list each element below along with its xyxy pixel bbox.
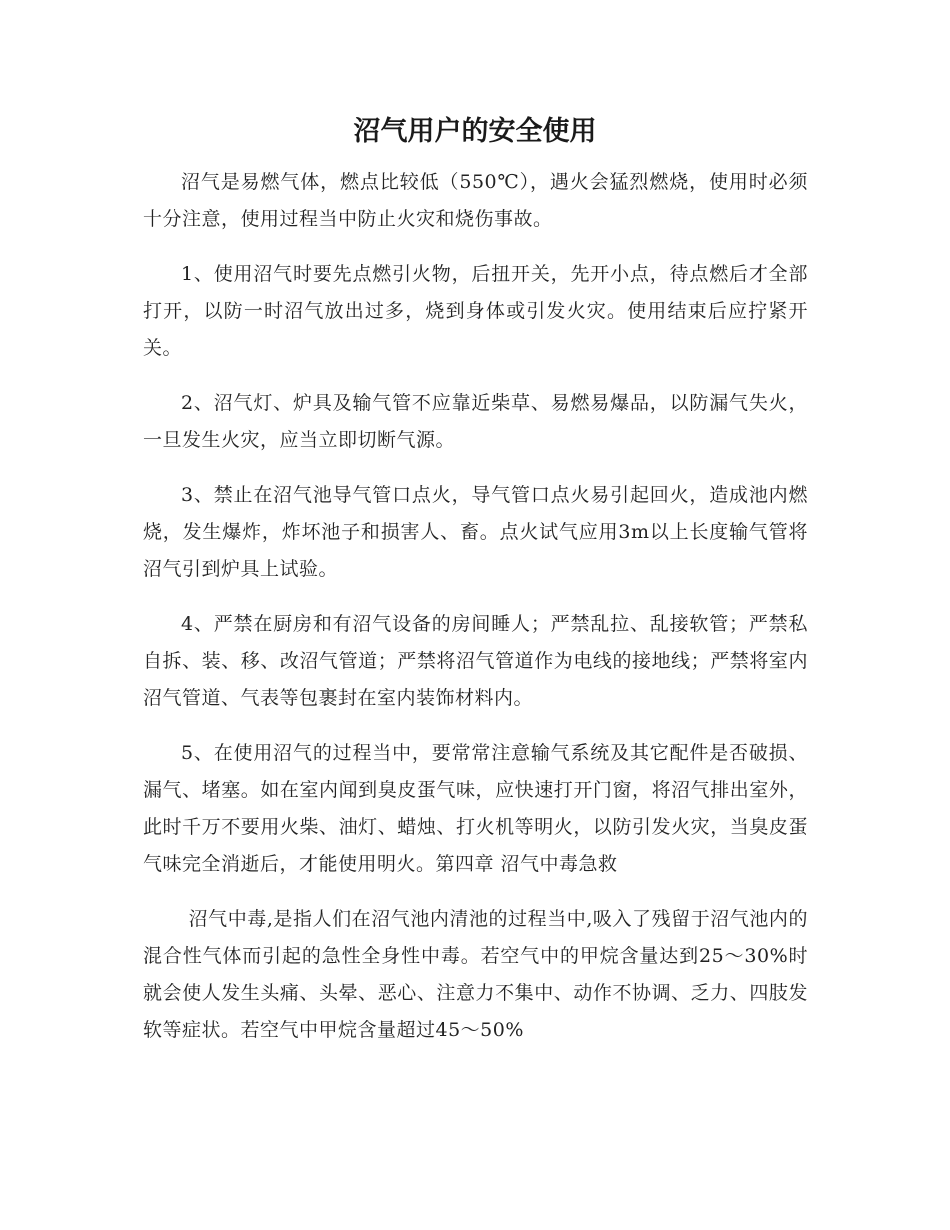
paragraph-rule-4: 4、严禁在厨房和有沼气设备的房间睡人；严禁乱拉、乱接软管；严禁私自拆、装、移、改沼气管道；严禁将沼气管道作为电线的接地线；严禁将室内沼气管道、气表等包裹封在室内装饰材料内。	[143, 613, 808, 709]
paragraph-rule-5: 5、在使用沼气的过程当中，要常常注意输气系统及其它配件是否破损、漏气、堵塞。如在室内闻到臭皮蛋气味，应快速打开门窗，将沼气排出室外，此时千万不要用火柴、油灯、蜡烛、打火机等明火，以防引发火灾，当臭皮蛋气味完全消逝后，才能使用明火。第四章 沼气中毒急救	[143, 742, 808, 875]
paragraph-poisoning: 沼气中毒,是指人们在沼气池内清池的过程当中,吸入了残留于沼气池内的混合性气体而引起的急性全身性中毒。若空气中的甲烷含量达到25～30%时就会使人发生头痛、头晕、恶心、注意力不集中、动作不协调、乏力、四肢发软等症状。若空气中甲烷含量超过45～50%	[143, 908, 808, 1041]
paragraph-rule-1: 1、使用沼气时要先点燃引火物，后扭开关，先开小点，待点燃后才全部打开，以防一时沼气放出过多，烧到身体或引发火灾。使用结束后应拧紧开关。	[143, 263, 808, 359]
paragraph-rule-2: 2、沼气灯、炉具及输气管不应靠近柴草、易燃易爆品，以防漏气失火，一旦发生火灾，应当立即切断气源。	[143, 392, 808, 451]
document-title: 沼气用户的安全使用	[353, 116, 597, 147]
paragraph-intro: 沼气是易燃气体，燃点比较低（550℃），遇火会猛烈燃烧，使用时必须十分注意，使用过程当中防止火灾和烧伤事故。	[143, 171, 808, 230]
document-body	[143, 164, 808, 1067]
paragraph-rule-3: 3、禁止在沼气池导气管口点火，导气管口点火易引起回火，造成池内燃烧，发生爆炸，炸坏池子和损害人、畜。点火试气应用3m以上长度输气管将沼气引到炉具上试验。	[143, 484, 808, 580]
